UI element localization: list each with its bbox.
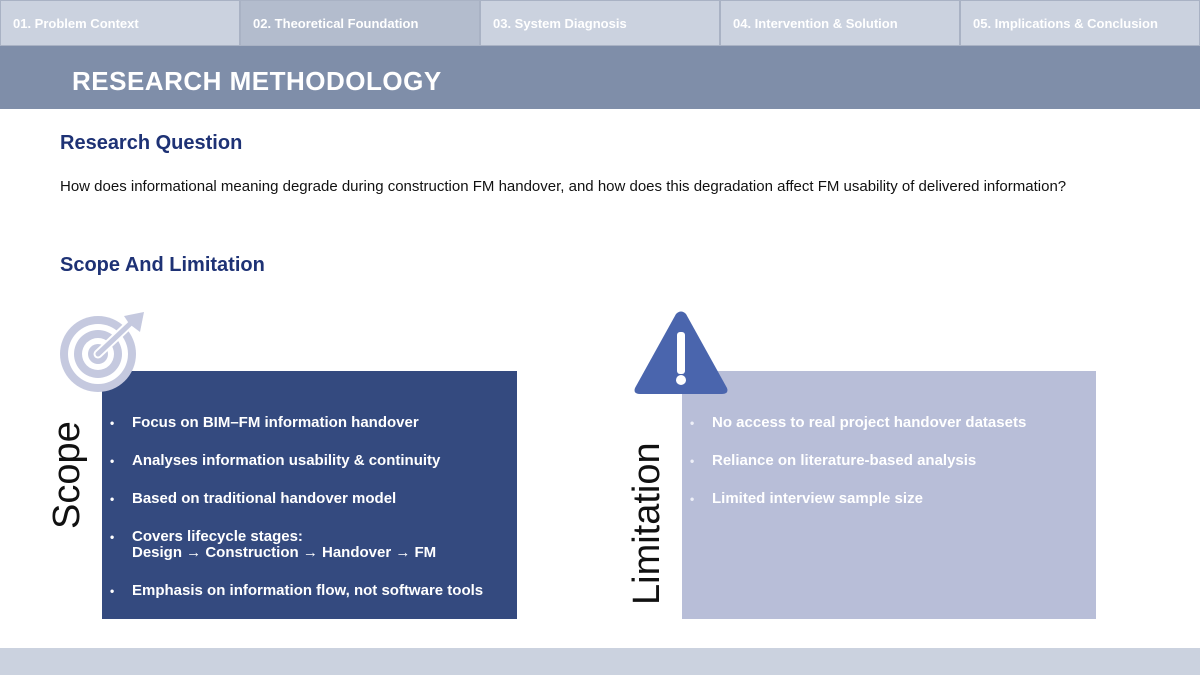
- limitation-item: • No access to real project handover datasets: [682, 415, 1096, 431]
- tab-intervention-solution[interactable]: 04. Intervention & Solution: [720, 0, 960, 46]
- research-question-heading: Research Question: [60, 132, 243, 154]
- scope-limitation-heading: Scope And Limitation: [60, 254, 265, 276]
- tab-system-diagnosis[interactable]: 03. System Diagnosis: [480, 0, 720, 46]
- scope-box: [102, 371, 517, 619]
- limitation-list: [682, 415, 1096, 529]
- limitation-item: • Limited interview sample size: [682, 491, 1096, 507]
- footer-bar: [0, 648, 1200, 675]
- tab-implications-conclusion[interactable]: 05. Implications & Conclusion: [960, 0, 1200, 46]
- limitation-item: • Reliance on literature-based analysis: [682, 453, 1096, 469]
- scope-item: • Emphasis on information flow, not software tools: [102, 583, 517, 599]
- scope-list: [102, 415, 517, 621]
- tab-theoretical-foundation[interactable]: 02. Theoretical Foundation: [240, 0, 480, 46]
- scope-label: Scope: [46, 421, 88, 529]
- page-header: [0, 46, 1200, 109]
- section-nav: [0, 0, 1200, 46]
- tab-problem-context[interactable]: 01. Problem Context: [0, 0, 240, 46]
- research-question-text: How does informational meaning degrade during construction FM handover, and how does this degradation affect FM usability of delivered information?: [60, 178, 1067, 195]
- limitation-box: [682, 371, 1096, 619]
- page-title: RESEARCH METHODOLOGY: [72, 66, 442, 96]
- scope-item: • Covers lifecycle stages: Design → Construction → Handover → FM: [102, 529, 517, 561]
- scope-item: • Based on traditional handover model: [102, 491, 517, 507]
- limitation-label: Limitation: [626, 442, 668, 605]
- warning-triangle-icon: [632, 310, 730, 398]
- scope-item: • Analyses information usability & continuity: [102, 453, 517, 469]
- target-arrow-icon: [56, 310, 146, 400]
- scope-item: • Focus on BIM–FM information handover: [102, 415, 517, 431]
